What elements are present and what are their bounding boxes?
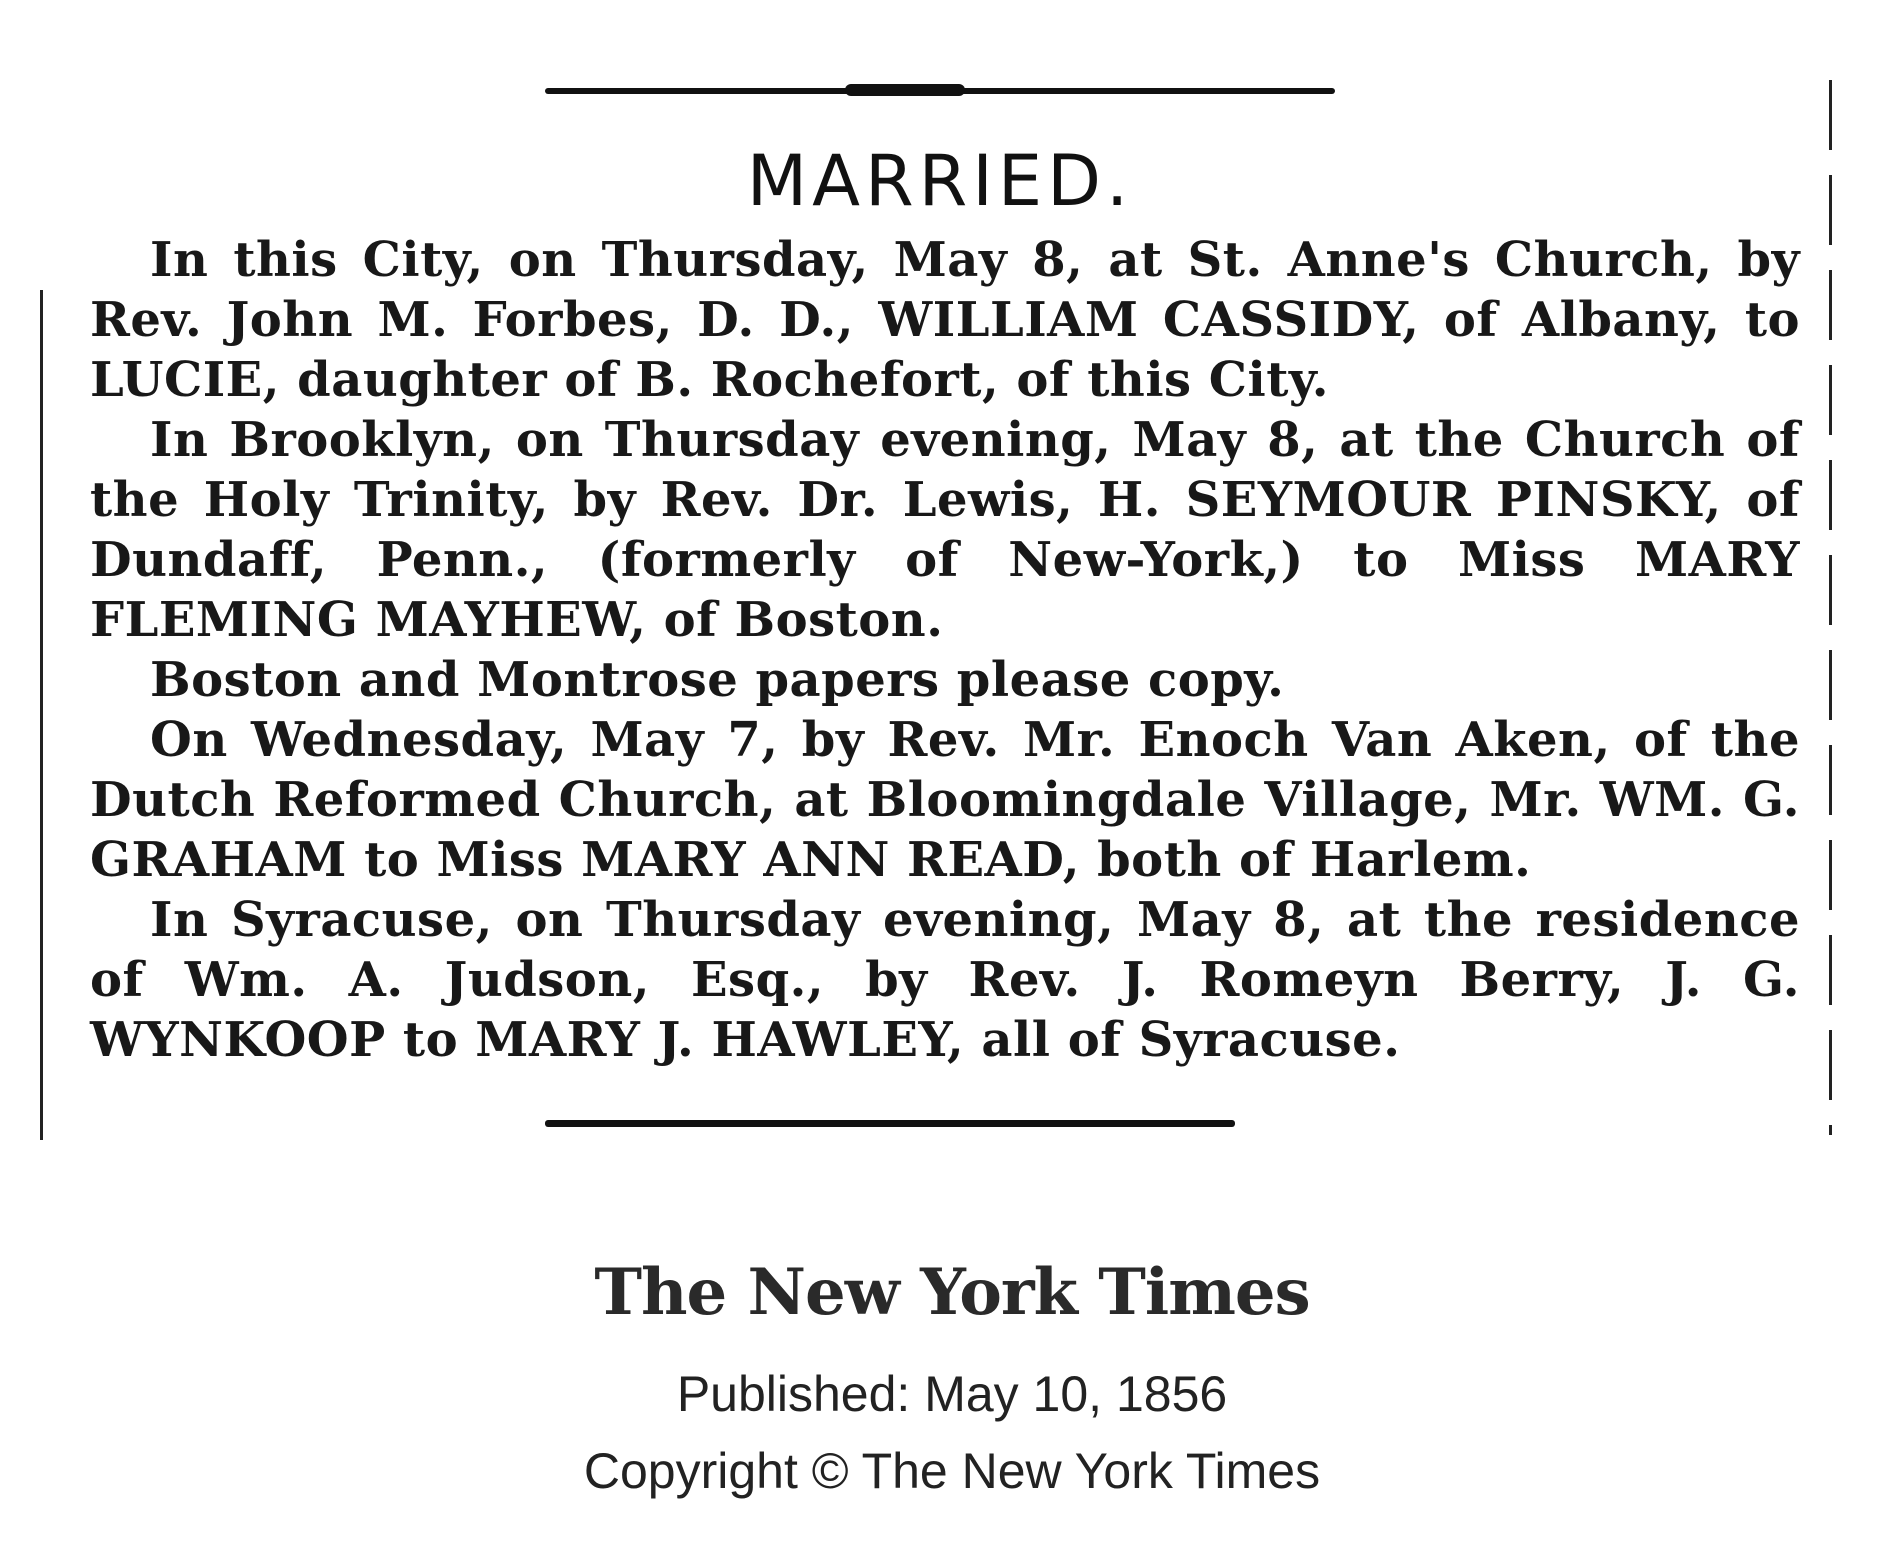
notice-paragraph: On Wednesday, May 7, by Rev. Mr. Enoch Van Aken, of the Dutch Reformed Church, at Bloomingdale Village, Mr. WM. G. GRAHAM to Miss MARY ANN READ, both of Harlem. xyxy=(90,712,1800,888)
bottom-rule xyxy=(545,1120,1235,1127)
notice-paragraph: Boston and Montrose papers please copy. xyxy=(150,652,1285,708)
clipping-right-edge xyxy=(1829,80,1832,1135)
notice-paragraph: In Brooklyn, on Thursday evening, May 8, at the Church of the Holy Trinity, by Rev. Dr. Lewis, H. SEYMOUR PINSKY, of Dundaff, Penn., (formerly of New-York,) to Miss MARY FLEMING MAYHEW, of Boston. xyxy=(90,412,1800,648)
nyt-masthead-logo: The New York Times xyxy=(594,1255,1310,1330)
copyright-notice: Copyright © The New York Times xyxy=(583,1443,1321,1499)
clipping-left-edge xyxy=(40,290,43,1140)
newspaper-clipping xyxy=(40,80,1840,1135)
top-rule-ornament xyxy=(845,84,965,96)
published-date: Published: May 10, 1856 xyxy=(676,1366,1228,1422)
notice-paragraph: In this City, on Thursday, May 8, at St. Anne's Church, by Rev. John M. Forbes, D. D., WILLIAM CASSIDY, of Albany, to LUCIE, daughter of B. Rochefort, of this City. xyxy=(90,232,1800,408)
notice-paragraph: In Syracuse, on Thursday evening, May 8, at the residence of Wm. A. Judson, Esq., by Rev. J. Romeyn Berry, J. G. WYNKOOP to MARY J. HAWLEY, all of Syracuse. xyxy=(90,892,1800,1068)
section-heading: MARRIED. xyxy=(746,140,1134,222)
top-rule xyxy=(545,88,1335,94)
notices-body xyxy=(90,230,1800,1070)
